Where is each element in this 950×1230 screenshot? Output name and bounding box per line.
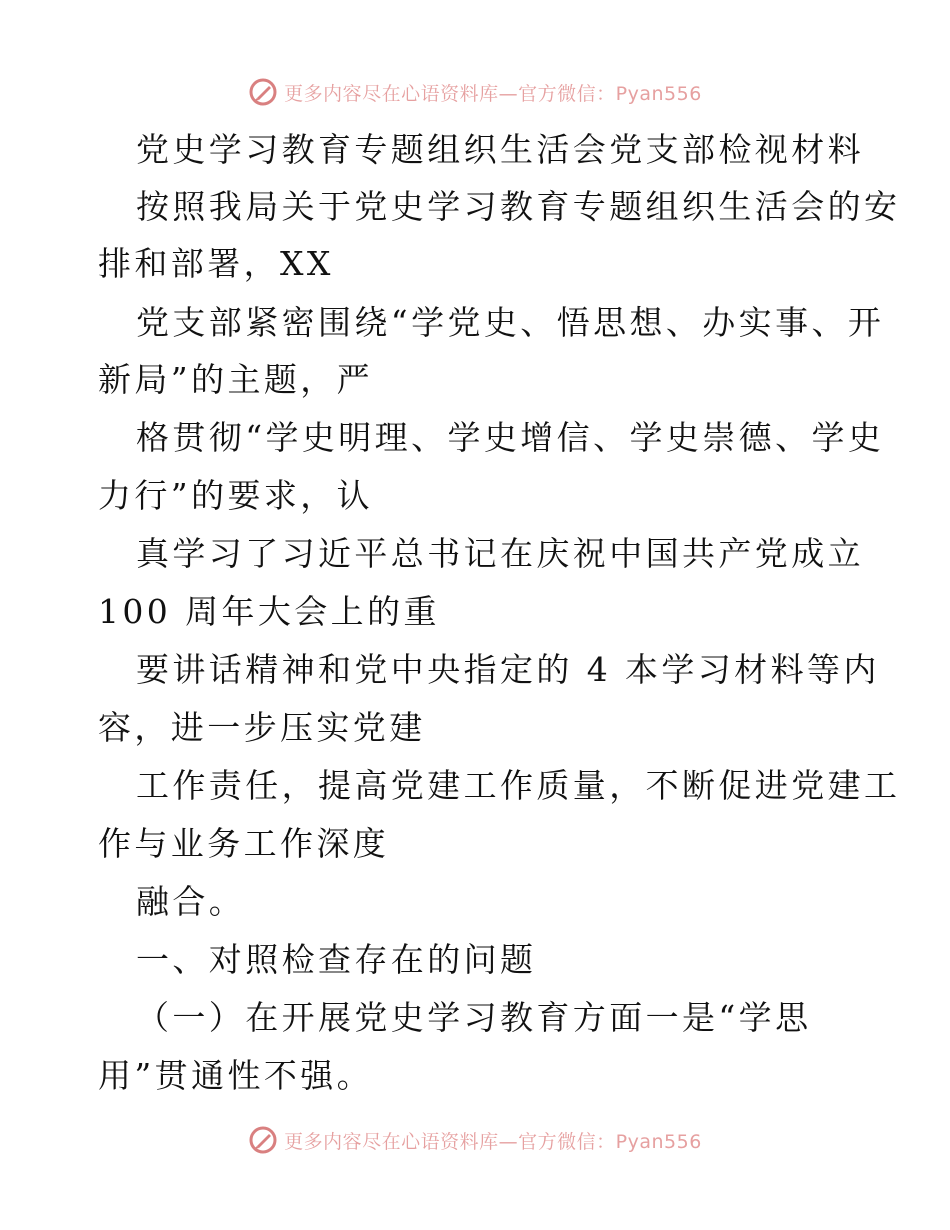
body-line: 力行”的要求，认 (98, 476, 374, 515)
document-title: 党史学习教育专题组织生活会党支部检视材料 (136, 130, 864, 169)
body-line: 党支部紧密围绕“学党史、悟思想、办实事、开 (136, 303, 885, 342)
body-line: 用”贯通性不强。 (98, 1056, 374, 1095)
body-line: 容，进一步压实党建 (98, 708, 426, 747)
watermark-banner-bottom (0, 1120, 950, 1160)
watermark-text: 更多内容尽在心语资料库—官方微信：Pyan556 (284, 82, 702, 105)
body-line: 新局”的主题，严 (98, 360, 374, 399)
body-line: 排和部署，XX (98, 244, 334, 283)
body-line: 作与业务工作深度 (98, 824, 390, 863)
pen-circle-logo-icon (248, 1125, 278, 1155)
subsection-heading: （一）在开展党史学习教育方面一是“学思 (136, 998, 812, 1037)
body-line: 要讲话精神和党中央指定的 4 本学习材料等内 (136, 650, 880, 689)
body-line: 工作责任，提高党建工作质量，不断促进党建工 (136, 766, 901, 805)
body-line: 真学习了习近平总书记在庆祝中国共产党成立 (136, 534, 864, 573)
pen-circle-logo-icon (248, 77, 278, 107)
watermark-text: 更多内容尽在心语资料库—官方微信：Pyan556 (284, 1130, 702, 1153)
body-line: 100 周年大会上的重 (98, 592, 440, 631)
body-line: 融合。 (136, 882, 246, 921)
section-heading: 一、对照检查存在的问题 (136, 940, 537, 979)
watermark-banner-top (0, 72, 950, 112)
body-line: 按照我局关于党史学习教育专题组织生活会的安 (136, 187, 901, 226)
body-line: 格贯彻“学史明理、学史增信、学史崇德、学史 (136, 418, 885, 457)
